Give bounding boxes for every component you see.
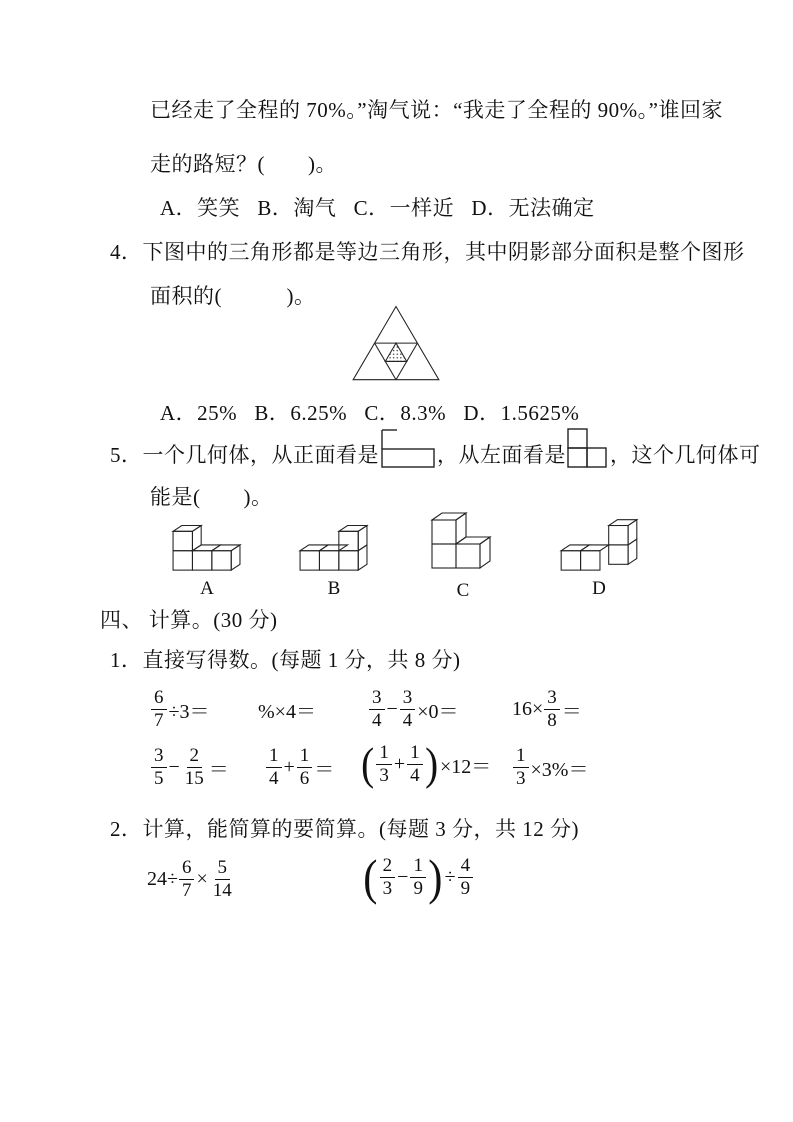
fraction-denominator: 3 [516,767,526,789]
operator: ÷ [444,865,456,888]
cube-arrangement-c-figure [428,504,498,576]
fraction [544,687,560,731]
fraction-numerator: 3 [544,687,560,709]
fraction-denominator: 3 [382,877,393,899]
fraction [407,742,423,786]
calc-expression-7 [360,738,492,790]
open-parenthesis: ( [363,848,378,905]
cube-arrangement-b-figure [295,510,373,574]
cube-option-label: A [200,578,214,599]
fraction-denominator: 8 [547,709,557,731]
operator: × [196,867,208,890]
cube-option-b [295,510,373,600]
close-parenthesis: ) [428,848,443,905]
fraction [210,857,235,901]
fraction-denominator: 4 [269,767,279,789]
operator: − [386,697,398,720]
fraction-numerator: 5 [215,857,231,879]
fraction-numerator: 1 [297,745,313,767]
subsection-2-heading: 2．计算，能简算的要简算。(每题 3 分，共 12 分) [110,817,579,841]
expression-lead: 16× [512,697,544,720]
fraction [513,745,529,789]
cube-option-label: D [592,578,606,599]
fraction [179,857,195,901]
cube-option-label: C [456,580,470,601]
question-5-part3: ，这个几何体可 [610,443,761,467]
fraction [151,687,167,731]
operator: − [168,755,180,778]
fraction-denominator: 15 [184,767,204,789]
calc-expression-5 [150,741,230,793]
fraction-denominator: 4 [372,709,382,731]
left-view-shape-figure [566,424,610,470]
fraction-denominator: 9 [413,877,423,899]
calc-expression-6 [265,741,335,793]
operator: + [283,755,295,778]
fraction-numerator: 3 [369,687,385,709]
fraction-denominator: 3 [379,764,389,786]
operator: + [393,752,406,775]
question-3-continuation-text: 已经走了全程的 70%。”淘气说：“我走了全程的 90%。”谁回家 [150,98,723,122]
calc-expression-8 [512,741,589,793]
calc-expression-2 [258,683,316,735]
fraction-numerator: 2 [380,855,396,877]
question-4-options: A．25% B．6.25% C．8.3% D．1.5625% [160,401,580,425]
section-4-heading: 四、 计算。(30 分) [100,608,278,632]
fraction [410,855,426,899]
expression-tail: ＝ [314,758,335,781]
fraction-numerator: 1 [407,742,423,764]
question-5-part1: 5．一个几何体，从正面看是 [110,443,379,467]
front-view-shape-figure [379,424,437,470]
cube-option-a [168,510,246,600]
question-5-part2: ，从左面看是 [437,443,566,467]
expression-tail: ＝ [561,700,582,723]
open-parenthesis: ( [361,738,375,790]
question-5-blank-line: 能是( )。 [150,485,273,509]
fraction-numerator: 1 [266,745,282,767]
cube-arrangement-a-figure [168,510,246,574]
expression-tail: ×3%＝ [530,758,589,781]
question-4-blank-line: 面积的( )。 [150,284,316,308]
question-3-blank-line: 走的路短？( )。 [150,152,337,176]
fraction-denominator: 7 [154,709,164,731]
fraction-denominator: 4 [402,709,413,731]
calc-expression-3 [368,683,460,735]
simplify-expression-1 [147,853,236,905]
fraction [380,855,396,899]
close-parenthesis: ) [424,738,438,790]
calc-expression-1 [150,683,210,735]
cube-option-label: B [327,578,341,599]
operator: − [397,865,409,888]
fraction-denominator: 7 [181,879,192,901]
fraction-numerator: 3 [151,745,167,767]
fraction [369,687,385,731]
question-3-options: A．笑笑 B．淘气 C．一样近 D．无法确定 [160,196,595,220]
fraction [266,745,282,789]
fraction-numerator: 2 [187,745,203,767]
expression-lead: 24÷ [147,867,178,890]
fraction-numerator: 1 [376,742,392,764]
fraction-numerator: 4 [458,855,474,877]
fraction [376,742,392,786]
calc-expression-4 [512,683,583,735]
expression-tail: ÷3＝ [168,700,210,723]
fraction-denominator: 5 [154,767,164,789]
cube-arrangement-d-figure [556,510,642,574]
fraction-denominator: 6 [299,767,310,789]
fraction-numerator: 1 [513,745,529,767]
expression-tail: ×0＝ [417,700,459,723]
question-4-text: 4．下图中的三角形都是等边三角形，其中阴影部分面积是整个图形 [110,240,745,264]
expression-text: %×4＝ [258,700,316,723]
expression-tail: ＝ [208,758,229,781]
expression-tail: ×12＝ [439,755,492,778]
cube-option-d [556,510,642,600]
fraction [182,745,207,789]
fraction [458,855,474,899]
fraction-numerator: 6 [151,687,167,709]
question-5-text [110,424,761,470]
fraction [400,687,416,731]
fraction-denominator: 14 [212,879,232,901]
subsection-1-heading: 1．直接写得数。(每题 1 分，共 8 分) [110,648,461,672]
cube-option-c [428,504,498,602]
fraction [297,745,313,789]
fraction-numerator: 1 [410,855,426,877]
fraction-denominator: 9 [460,877,471,899]
fraction [151,745,167,789]
fraction-numerator: 3 [400,687,416,709]
simplify-expression-2 [362,845,474,909]
fraction-denominator: 4 [410,764,420,786]
fraction-numerator: 6 [179,857,195,879]
equilateral-triangle-shaded-figure [346,302,446,386]
